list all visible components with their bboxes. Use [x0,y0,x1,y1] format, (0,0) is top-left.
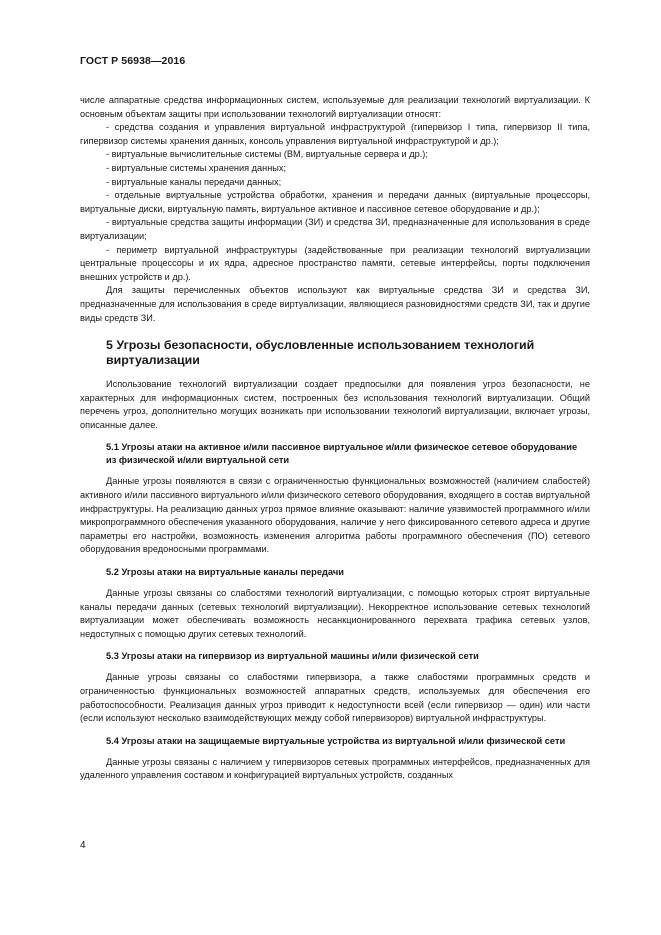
list-item: - виртуальные каналы передачи данных; [106,176,282,187]
list-item: - средства создания и управления виртуальной инфраструктурой (гипервизор I типа, гипервизор II типа, гипервизор системы хранения данных, консоль управления виртуальной инфраструктурой и др.); [80,122,590,146]
list-item: - периметр виртуальной инфраструктуры (задействованные при реализации технологий виртуализации центральные процессоры и их ядра, адресное пространство памяти, сетевые интерфейсы, порты подключения внешних устройств и др.). [80,244,590,282]
subsection-5-4-paragraph: Данные угрозы связаны с наличием у гипервизоров сетевых программных интерфейсов, предназначенных для удаленного управления составом и конфигурацией виртуальных устройств, созданных [80,756,590,781]
section-5-heading: 5 Угрозы безопасности, обусловленные использованием технологий виртуализации [106,338,535,368]
list-item: - отдельные виртуальные устройства обработки, хранения и передачи данных (виртуальные процессоры, виртуальные диски, виртуальную память, виртуальное активное и пассивное сетевое оборудование и др.); [80,190,590,214]
page-number: 4 [80,840,86,851]
list-item: - виртуальные средства защиты информации (ЗИ) и средства ЗИ, предназначенные для использования в среде виртуализации; [80,217,590,241]
subsection-5-3-paragraph: Данные угрозы связаны со слабостями гипервизора, а также слабостями программных средств и ограниченностью функциональных возможностей аппаратных средств, используемых для обеспечения его работоспособности. Реализация данных угроз приводит к недоступности всей (если гипервизор — один) или части (если используют несколько взаимодействующих между собой гипервизоров) виртуальной инфраструктуры. [80,672,590,724]
subsection-5-1-heading: 5.1 Угрозы атаки на активное и/или пассивное виртуальное и/или физическое сетевое оборудование из физической и/или виртуальной сети [106,442,578,466]
list-item: - виртуальные вычислительные системы (ВМ, виртуальные сервера и др.); [106,149,428,160]
subsection-5-2-paragraph: Данные угрозы связаны со слабостями технологий виртуализации, с помощью которых строят виртуальные каналы передачи данных (сетевых технологий виртуализации). Некорректное использование сетевых технологий виртуализации может обеспечивать возможность несанкционированного перехвата трафика сетевых узлов, недоступных с помощью других сетевых технологий. [80,588,590,639]
document-body [80,94,590,783]
section-5-paragraph: Использование технологий виртуализации создает предпосылки для появления угроз безопасности, не характерных для информационных систем, построенных без использования технологий виртуализации. Общий перечень угроз, дополнительно могущих возникать при использовании технологий виртуализации, включает угрозы, описанные далее. [80,379,590,430]
subsection-5-1-paragraph: Данные угрозы появляются в связи с ограниченностью функциональных возможностей (наличием слабостей) активного и/или пассивного виртуального и/или физического сетевого оборудования, входящего в состав виртуальной инфраструктуры. На реализацию данных угроз прямое влияние оказывают: наличие уязвимостей программного и/или микропрограммного обеспечения указанного оборудования, наличие у него фиксированного сетевого адреса и другие параметры его настройки, возможность изменения алгоритма работы программного обеспечения (ПО) сетевого оборудования вредоносными программами. [80,476,590,555]
subsection-5-4-heading: 5.4 Угрозы атаки на защищаемые виртуальные устройства из виртуальной и/или физической сети [106,735,566,746]
subsection-5-2-heading: 5.2 Угрозы атаки на виртуальные каналы передачи [106,567,344,578]
intro-paragraph: числе аппаратные средства информационных систем, используемые для реализации технологий виртуализации. К основным объектам защиты при использовании технологий виртуализации относят: [80,95,590,119]
protection-paragraph: Для защиты перечисленных объектов используют как виртуальные средства ЗИ и средства ЗИ, предназначенные для использования в среде виртуализации, являющиеся разновидностями средств ЗИ, так и другие виды средств ЗИ. [80,285,590,323]
document-header: ГОСТ Р 56938—2016 [80,55,186,67]
subsection-5-3-heading: 5.3 Угрозы атаки на гипервизор из виртуальной машины и/или физической сети [106,651,479,662]
list-item: - виртуальные системы хранения данных; [106,162,287,173]
